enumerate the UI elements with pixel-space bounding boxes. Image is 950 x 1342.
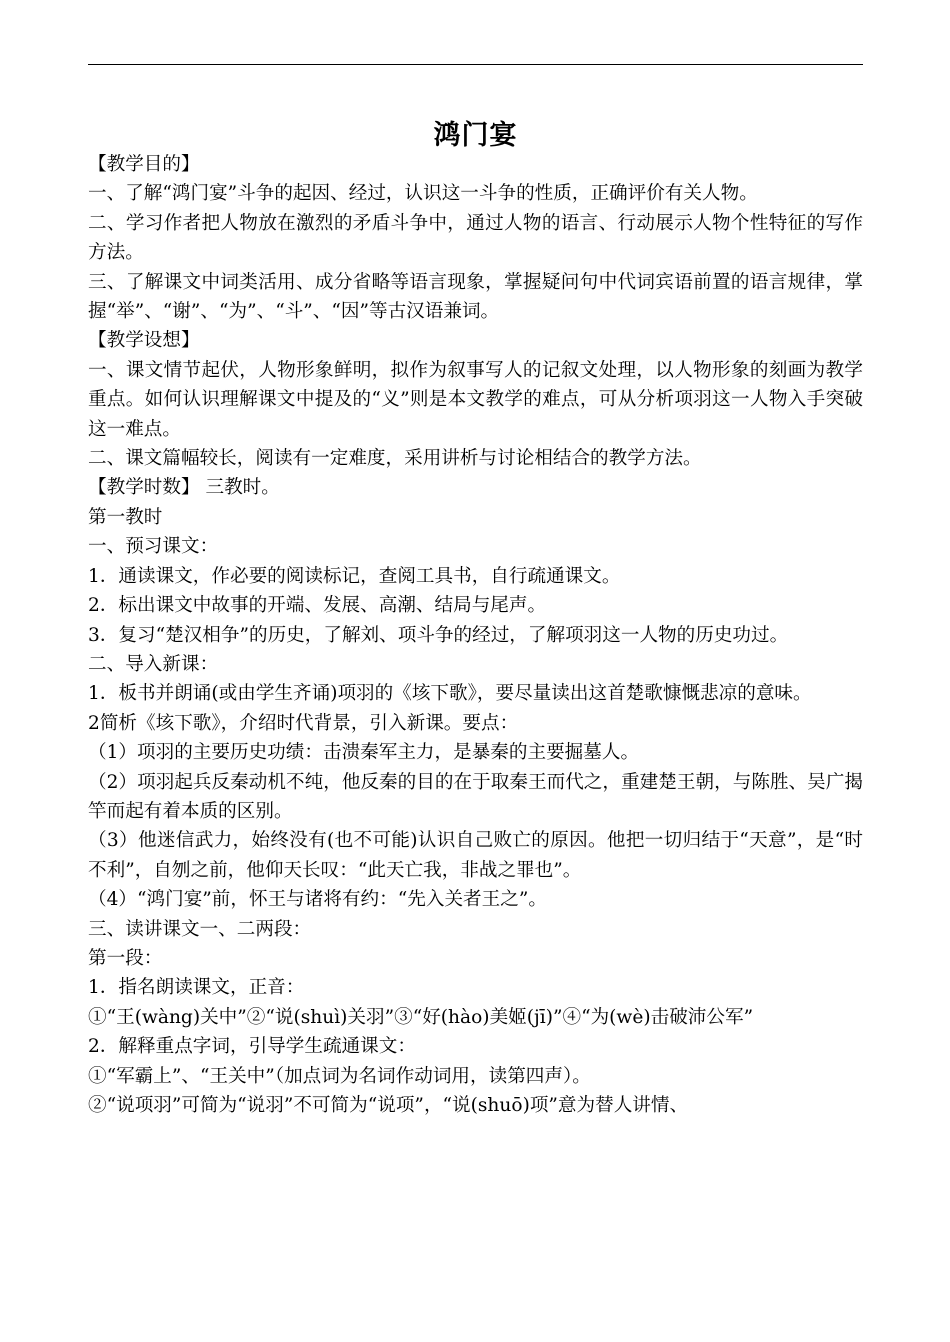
body-paragraph: 2．标出课文中故事的开端、发展、高潮、结局与尾声。: [88, 595, 547, 617]
body-paragraph: 2简析《垓下歌》，介绍时代背景，引入新课。要点：: [88, 712, 519, 734]
body-paragraph: （2）项羽起兵反秦动机不纯，他反秦的目的在于取秦王而代之，重建楚王朝，与陈胜、吴广揭竿而起有着本质的区别。: [88, 771, 863, 822]
header-rule: [88, 64, 863, 65]
body-paragraph: ①“军霸上”、“王关中”（加点词为名词作动词用，读第四声）。: [88, 1065, 591, 1087]
body-paragraph: 三、了解课文中词类活用、成分省略等语言现象，掌握疑问句中代词宾语前置的语言规律，掌握“举”、“谢”、“为”、“斗”、“因”等古汉语兼词。: [88, 271, 863, 323]
body-paragraph: 【教学目的】: [88, 154, 200, 175]
body-paragraph: 一、了解“鸿门宴”斗争的起因、经过，认识这一斗争的性质，正确评价有关人物。: [88, 183, 758, 205]
body-paragraph: 第一教时: [88, 506, 163, 528]
document-body: [88, 150, 863, 1120]
body-paragraph: 【教学时数】 三教时。: [88, 477, 280, 499]
page-title: 鸿门宴: [433, 120, 518, 151]
body-paragraph: 1．通读课文，作必要的阅读标记，查阅工具书，自行疏通课文。: [88, 565, 621, 587]
body-paragraph: 2．解释重点字词，引导学生疏通课文：: [88, 1036, 416, 1058]
body-paragraph: ②“说项羽”可简为“说羽”不可简为“说项”，“说(shuō)项”意为替人讲情、: [88, 1095, 689, 1116]
body-paragraph: ①“王(wàng)关中”②“说(shuì)关羽”③“好(hào)美姬(jī)”④“为(wè)击破沛公军”: [88, 1006, 754, 1028]
body-paragraph: 二、学习作者把人物放在激烈的矛盾斗争中，通过人物的语言、行动展示人物个性特征的写作方法。: [88, 212, 863, 264]
body-paragraph: （4）“鸿门宴”前，怀王与诸将有约：“先入关者王之”。: [88, 889, 547, 911]
body-paragraph: 三、读讲课文一、二两段：: [88, 918, 312, 940]
body-paragraph: 一、课文情节起伏，人物形象鲜明，拟作为叙事写人的记叙文处理，以人物形象的刻画为教学重点。如何认识理解课文中提及的“义”则是本文教学的难点，可从分析项羽这一人物入手突破这一难点。: [88, 359, 863, 440]
body-paragraph: （1）项羽的主要历史功绩：击溃秦军主力，是暴秦的主要掘墓人。: [88, 742, 640, 764]
body-paragraph: 二、课文篇幅较长，阅读有一定难度，采用讲析与讨论相结合的教学方法。: [88, 448, 702, 470]
body-paragraph: 3．复习“楚汉相争”的历史，了解刘、项斗争的经过，了解项羽这一人物的历史功过。: [88, 624, 789, 646]
body-paragraph: （3）他迷信武力，始终没有(也不可能)认识自己败亡的原因。他把一切归结于“天意”，是“时不利”，自刎之前，他仰天长叹：“此天亡我，非战之罪也”。: [88, 830, 863, 881]
body-paragraph: 1．指名朗读课文，正音：: [88, 977, 305, 999]
body-paragraph: 一、预习课文：: [88, 536, 219, 558]
body-paragraph: 【教学设想】: [88, 330, 200, 352]
body-paragraph: 第一段：: [88, 947, 163, 969]
body-paragraph: 1．板书并朗诵(或由学生齐诵)项羽的《垓下歌》，要尽量读出这首楚歌慷慨悲凉的意味。: [88, 683, 812, 705]
body-paragraph: 二、导入新课：: [88, 653, 219, 675]
